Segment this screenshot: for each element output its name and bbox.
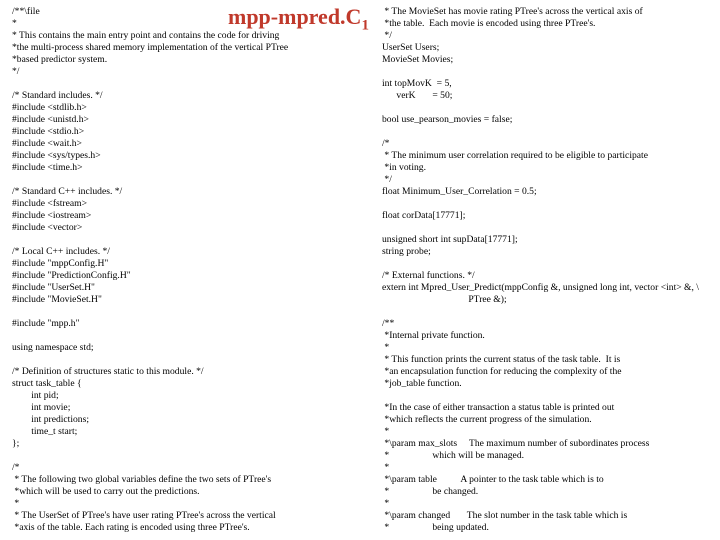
code-line: #include "PredictionConfig.H"	[12, 270, 131, 281]
left-code-block	[12, 90, 370, 174]
code-line: int movie;	[12, 402, 71, 413]
code-line: verK = 50;	[382, 90, 453, 101]
code-line: /**\file	[12, 6, 40, 17]
code-line: */	[382, 174, 392, 185]
code-line: extern int Mpred_User_Predict(mppConfig &, unsigned long int, vector <int> &, \	[382, 282, 699, 293]
code-line: * The minimum user correlation required to be eligible to participate	[382, 150, 648, 161]
code-line: *	[382, 342, 390, 353]
code-line: *job_table function.	[382, 378, 462, 389]
code-line: * The following two global variables define the two sets of PTree's	[12, 474, 272, 485]
blank-line	[382, 198, 716, 210]
code-line: /*	[382, 138, 390, 149]
code-line: * which will be managed.	[382, 450, 525, 461]
code-line: #include <stdio.h>	[12, 126, 85, 137]
right-code-block	[382, 270, 716, 306]
right-code-column	[382, 6, 716, 534]
right-code-block	[382, 114, 716, 126]
code-line: *which reflects the current progress of the simulation.	[382, 414, 592, 425]
blank-line	[12, 330, 370, 342]
code-line: *Internal private function.	[382, 330, 485, 341]
code-line: *\param changed The slot number in the task table which is	[382, 510, 628, 521]
code-line: */	[382, 30, 392, 41]
code-line: /* Local C++ includes. */	[12, 246, 110, 257]
left-code-block	[12, 6, 370, 78]
blank-line	[382, 126, 716, 138]
code-line: * This function prints the current status of the task table. It is	[382, 354, 621, 365]
code-line: #include <vector>	[12, 222, 83, 233]
code-line: unsigned short int supData[17771];	[382, 234, 518, 245]
code-line: *based predictor system.	[12, 54, 108, 65]
code-line: /* Definition of structures static to this module. */	[12, 366, 204, 377]
blank-line	[382, 258, 716, 270]
blank-line	[12, 450, 370, 462]
code-line: #include <iostream>	[12, 210, 92, 221]
code-line: float corData[17771];	[382, 210, 466, 221]
code-line: *in voting.	[382, 162, 426, 173]
code-line: #include <sys/types.h>	[12, 150, 101, 161]
left-code-block	[12, 342, 370, 354]
code-line: };	[12, 438, 20, 449]
code-line: PTree &);	[382, 294, 507, 305]
blank-line	[12, 234, 370, 246]
code-line: * being updated.	[382, 522, 489, 533]
code-line: /* External functions. */	[382, 270, 475, 281]
code-line: int pid;	[12, 390, 59, 401]
blank-line	[12, 174, 370, 186]
code-line: UserSet Users;	[382, 42, 440, 53]
code-line: using namespace std;	[12, 342, 94, 353]
code-line: /*	[12, 462, 20, 473]
right-code-block	[382, 402, 716, 534]
left-code-column	[12, 6, 370, 534]
code-line: #include <fstream>	[12, 198, 88, 209]
code-line: *	[12, 18, 17, 29]
code-line: *	[382, 462, 390, 473]
code-line: * be changed.	[382, 486, 479, 497]
blank-line	[382, 102, 716, 114]
code-line: #include <unistd.h>	[12, 114, 89, 125]
code-line: bool use_pearson_movies = false;	[382, 114, 513, 125]
left-code-block	[12, 366, 370, 450]
code-line: #include "mppConfig.H"	[12, 258, 109, 269]
code-line: int topMovK = 5,	[382, 78, 452, 89]
blank-line	[382, 222, 716, 234]
right-code-block	[382, 138, 716, 198]
code-line: *	[12, 498, 20, 509]
code-line: *the multi-process shared memory implementation of the vertical PTree	[12, 42, 289, 53]
code-line: MovieSet Movies;	[382, 54, 454, 65]
code-line: */	[12, 66, 20, 77]
code-line: int predictions;	[12, 414, 90, 425]
code-line: struct task_table {	[12, 378, 82, 389]
code-line: *axis of the table. Each rating is encoded using three PTree's.	[12, 522, 250, 533]
blank-line	[12, 78, 370, 90]
code-line: * The MovieSet has movie rating PTree's across the vertical axis of	[382, 6, 643, 17]
page-title-text: mpp-mpred.C	[228, 4, 362, 29]
blank-line	[382, 306, 716, 318]
code-line: /**	[382, 318, 395, 329]
code-line: * This contains the main entry point and contains the code for driving	[12, 30, 280, 41]
code-line: time_t start;	[12, 426, 78, 437]
code-line: #include <time.h>	[12, 162, 83, 173]
blank-line	[12, 306, 370, 318]
left-code-block	[12, 462, 370, 534]
code-line: * The UserSet of PTree's have user rating PTree's across the vertical	[12, 510, 276, 521]
code-line: *an encapsulation function for reducing the complexity of the	[382, 366, 622, 377]
blank-line	[382, 390, 716, 402]
code-line: #include "UserSet.H"	[12, 282, 95, 293]
left-code-block	[12, 186, 370, 234]
code-line: *In the case of either transaction a status table is printed out	[382, 402, 615, 413]
code-line: *the table. Each movie is encoded using three PTree's.	[382, 18, 596, 29]
code-line: #include "MovieSet.H"	[12, 294, 102, 305]
code-line: #include <wait.h>	[12, 138, 82, 149]
code-line: /* Standard C++ includes. */	[12, 186, 123, 197]
blank-line	[382, 66, 716, 78]
left-code-block	[12, 246, 370, 306]
code-line: #include <stdlib.h>	[12, 102, 87, 113]
code-line: *\param table A pointer to the task table which is to	[382, 474, 604, 485]
code-line: float Minimum_User_Correlation = 0.5;	[382, 186, 537, 197]
code-line: string probe;	[382, 246, 431, 257]
code-line: *which will be used to carry out the predictions.	[12, 486, 200, 497]
right-code-block	[382, 210, 716, 222]
code-line: *	[382, 426, 390, 437]
right-code-block	[382, 318, 716, 390]
blank-line	[12, 354, 370, 366]
left-code-block	[12, 318, 370, 330]
code-line: *\param max_slots The maximum number of subordinates process	[382, 438, 650, 449]
right-code-block	[382, 78, 716, 102]
right-code-block	[382, 234, 716, 258]
right-code-block	[382, 6, 716, 66]
page-number: 1	[361, 17, 369, 34]
code-line: /* Standard includes. */	[12, 90, 103, 101]
code-line: *	[382, 498, 390, 509]
code-line: #include "mpp.h"	[12, 318, 80, 329]
